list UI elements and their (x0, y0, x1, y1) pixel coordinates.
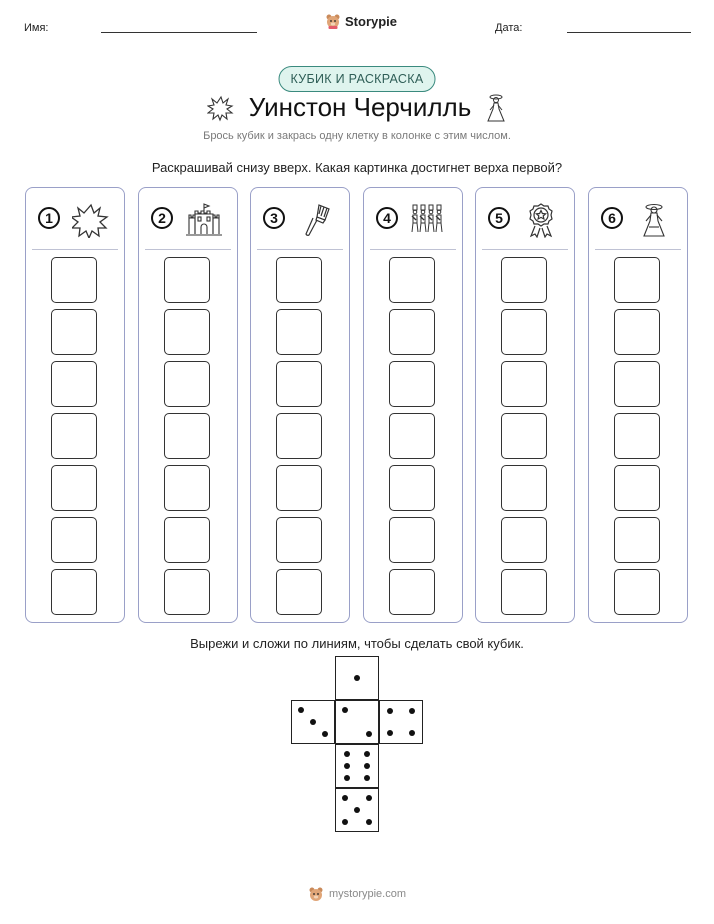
paintbrush-icon (297, 202, 335, 238)
cut-instruction: Вырежи и сложи по линиям, чтобы сделать свой кубик. (190, 636, 524, 651)
pip (354, 675, 360, 681)
column-number: 4 (376, 207, 398, 229)
column-number: 6 (601, 207, 623, 229)
pip (364, 775, 370, 781)
pip (409, 708, 415, 714)
color-cell[interactable] (501, 465, 547, 511)
color-cell[interactable] (276, 257, 322, 303)
pip (354, 807, 360, 813)
color-cell[interactable] (51, 257, 97, 303)
pip (342, 819, 348, 825)
activity-badge: КУБИК И РАСКРАСКА (279, 66, 436, 92)
footer (0, 886, 714, 902)
column-6 (588, 187, 688, 623)
color-cell[interactable] (51, 309, 97, 355)
column-3 (250, 187, 350, 623)
pip (342, 707, 348, 713)
bear-icon (308, 886, 324, 902)
title-row (0, 92, 714, 123)
pip (366, 795, 372, 801)
date-line[interactable] (567, 32, 691, 33)
color-cell[interactable] (389, 309, 435, 355)
color-cell[interactable] (164, 517, 210, 563)
pip (364, 763, 370, 769)
color-cell[interactable] (389, 465, 435, 511)
lady-icon (485, 93, 507, 123)
die-face-1 (335, 656, 379, 700)
pip (366, 731, 372, 737)
color-cell[interactable] (614, 309, 660, 355)
die-net (291, 656, 425, 836)
color-cell[interactable] (276, 465, 322, 511)
column-divider (32, 249, 118, 250)
die-face-5 (335, 788, 379, 832)
pip (364, 751, 370, 757)
castle-icon (185, 202, 223, 238)
color-cell[interactable] (501, 569, 547, 615)
pip (409, 730, 415, 736)
color-cell[interactable] (501, 361, 547, 407)
color-cell[interactable] (51, 569, 97, 615)
column-divider (595, 249, 681, 250)
color-cell[interactable] (389, 517, 435, 563)
date-label: Дата: (495, 22, 523, 34)
instruction: Раскрашивай снизу вверх. Какая картинка достигнет верха первой? (151, 160, 563, 175)
pip (298, 707, 304, 713)
color-cell[interactable] (389, 361, 435, 407)
color-cell[interactable] (164, 465, 210, 511)
column-number: 3 (263, 207, 285, 229)
pip (387, 708, 393, 714)
column-divider (370, 249, 456, 250)
pip (344, 763, 350, 769)
die-face-3 (291, 700, 335, 744)
pip (366, 819, 372, 825)
splat-icon (207, 94, 235, 122)
color-cell[interactable] (614, 257, 660, 303)
color-cell[interactable] (614, 465, 660, 511)
color-cell[interactable] (164, 257, 210, 303)
name-label: Имя: (24, 22, 49, 34)
bear-icon (325, 13, 341, 29)
column-divider (257, 249, 343, 250)
color-cell[interactable] (51, 517, 97, 563)
color-cell[interactable] (614, 361, 660, 407)
color-cell[interactable] (389, 257, 435, 303)
color-cell[interactable] (501, 257, 547, 303)
color-cell[interactable] (276, 569, 322, 615)
die-face-2 (335, 700, 379, 744)
soldiers-icon (410, 202, 448, 238)
pip (342, 795, 348, 801)
color-cell[interactable] (51, 413, 97, 459)
pip (322, 731, 328, 737)
color-cell[interactable] (164, 361, 210, 407)
brand-name: Storypie (345, 13, 398, 29)
column-number: 5 (488, 207, 510, 229)
splat-icon (72, 202, 110, 238)
color-cell[interactable] (276, 517, 322, 563)
column-number: 1 (38, 207, 60, 229)
name-line[interactable] (101, 32, 257, 33)
pip (344, 751, 350, 757)
color-cell[interactable] (276, 413, 322, 459)
column-number: 2 (151, 207, 173, 229)
pip (344, 775, 350, 781)
color-cell[interactable] (276, 309, 322, 355)
pip (387, 730, 393, 736)
color-cell[interactable] (614, 413, 660, 459)
column-2 (138, 187, 238, 623)
page-title: Уинстон Черчилль (248, 92, 472, 122)
column-1 (25, 187, 125, 623)
brand-logo (325, 13, 397, 29)
color-cell[interactable] (614, 569, 660, 615)
die-face-6 (335, 744, 379, 788)
color-cell[interactable] (164, 413, 210, 459)
color-cell[interactable] (51, 465, 97, 511)
color-cell[interactable] (501, 517, 547, 563)
color-cell[interactable] (389, 413, 435, 459)
color-cell[interactable] (51, 361, 97, 407)
color-cell[interactable] (501, 413, 547, 459)
pip (310, 719, 316, 725)
color-cell[interactable] (276, 361, 322, 407)
die-face-4 (379, 700, 423, 744)
subtitle: Брось кубик и закрась одну клетку в колонке с этим числом. (203, 130, 511, 142)
color-cell[interactable] (501, 309, 547, 355)
color-cell[interactable] (164, 309, 210, 355)
footer-url[interactable]: mystorypie.com (328, 888, 407, 900)
color-cell[interactable] (614, 517, 660, 563)
color-cell[interactable] (389, 569, 435, 615)
column-5 (475, 187, 575, 623)
medal-icon (522, 202, 560, 238)
column-divider (482, 249, 568, 250)
column-4 (363, 187, 463, 623)
column-divider (145, 249, 231, 250)
lady-icon (635, 202, 673, 238)
color-cell[interactable] (164, 569, 210, 615)
